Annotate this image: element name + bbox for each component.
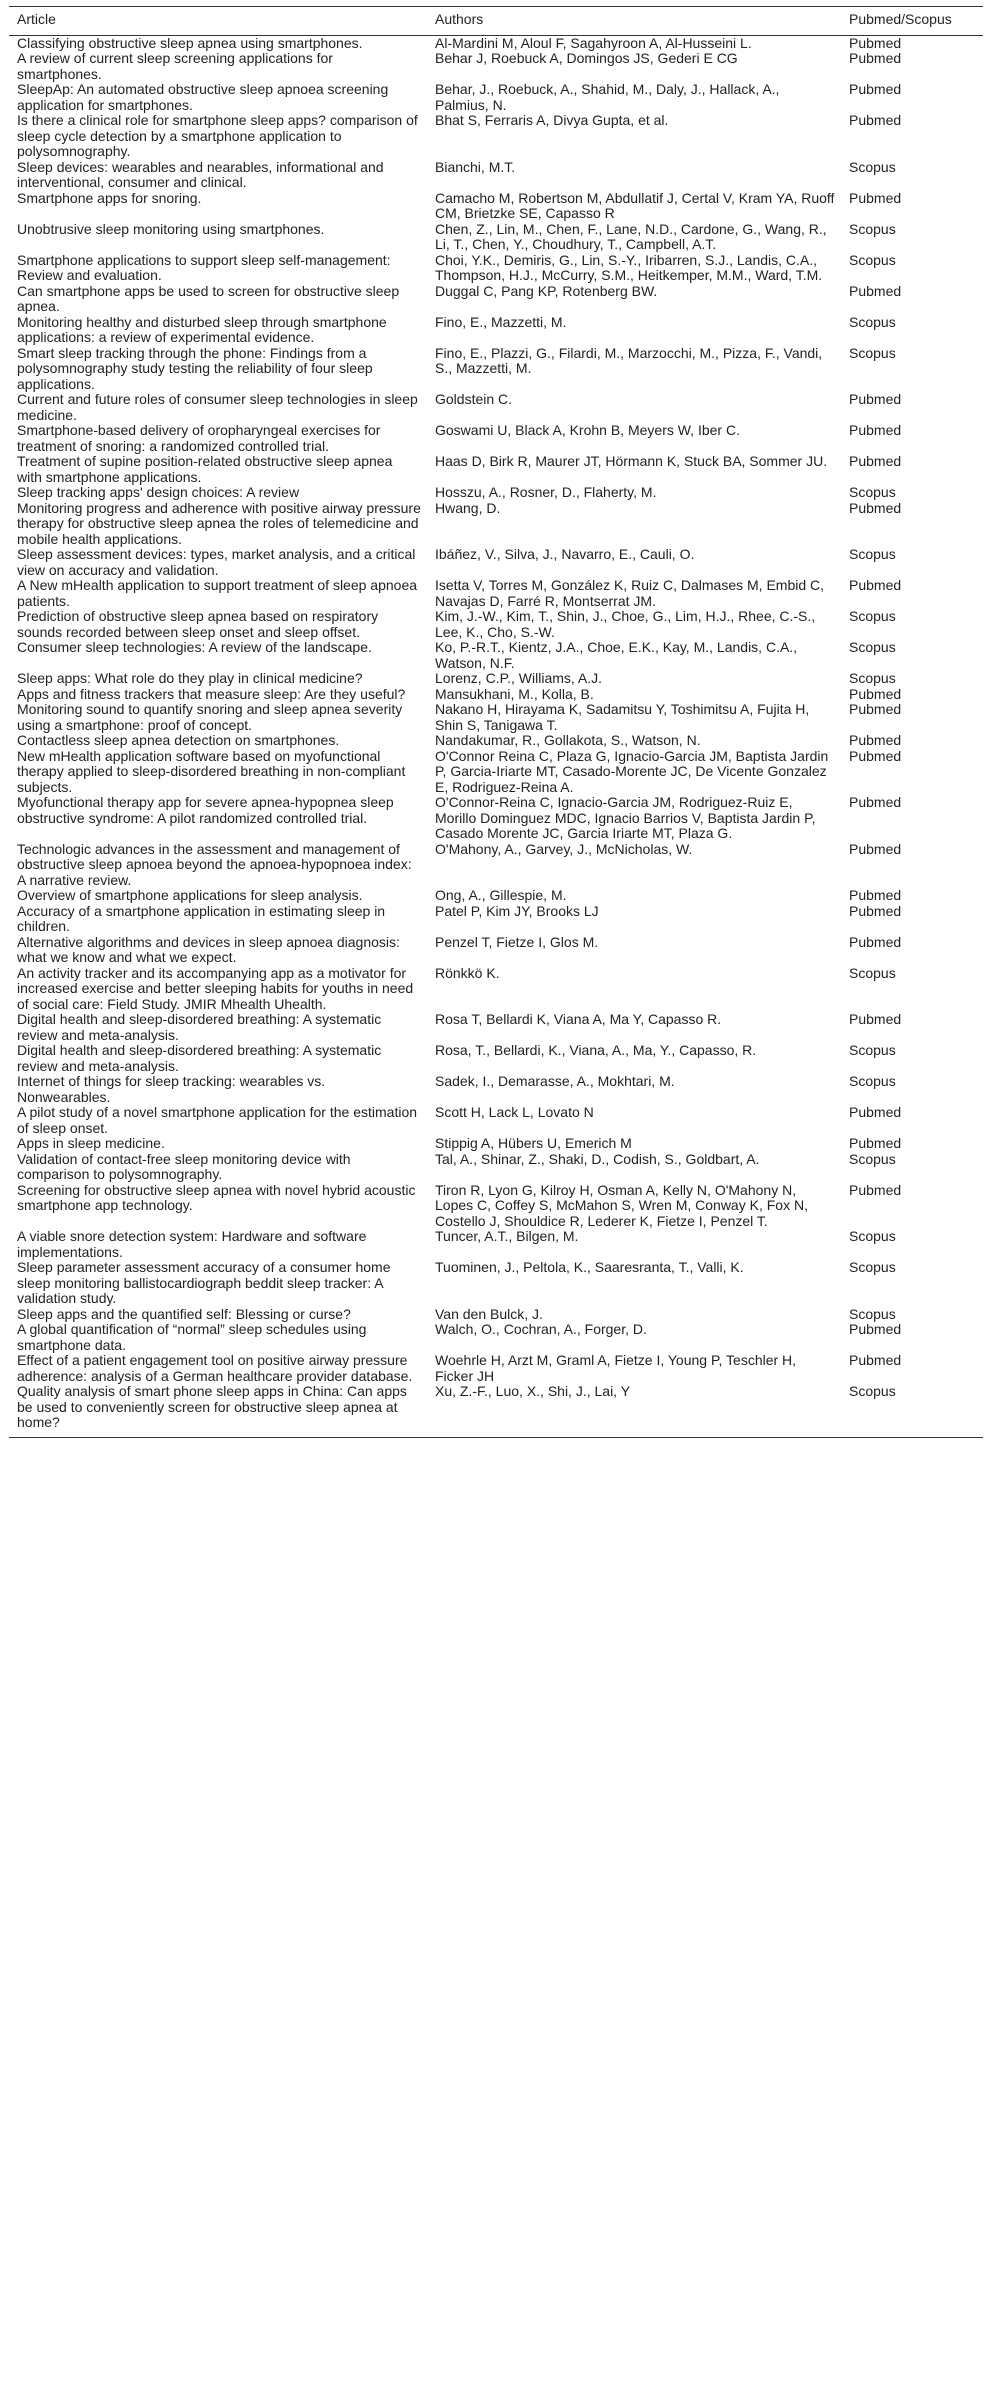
cell-authors: Ibáñez, V., Silva, J., Navarro, E., Cauli, O. [435, 546, 695, 562]
cell-authors: Fino, E., Plazzi, G., Filardi, M., Marzocchi, M., Pizza, F., Vandi, S., Mazzetti, M. [435, 344, 823, 376]
header-row [9, 7, 983, 36]
table-row [9, 1152, 983, 1183]
table-row [9, 1260, 983, 1307]
cell-authors: Duggal C, Pang KP, Rotenberg BW. [435, 282, 658, 299]
cell-article: Sleep apps: What role do they play in clinical medicine? [17, 670, 363, 686]
cell-authors: Al-Mardini M, Aloul F, Sagahyroon A, Al-Husseini L. [435, 34, 752, 51]
cell-source: Pubmed [849, 685, 902, 702]
cell-source: Pubmed [849, 1104, 902, 1120]
cell-source: Pubmed [849, 391, 902, 407]
table-row [9, 904, 983, 935]
cell-article: Prediction of obstructive sleep apnea based on respiratory sounds recorded between sleep onset and sleep offset. [17, 608, 379, 640]
cell-article: Digital health and sleep-disordered breathing: A systematic review and meta-analysis. [17, 1042, 382, 1074]
cell-authors: Penzel T, Fietze I, Glos M. [435, 933, 599, 950]
cell-article: Sleep assessment devices: types, market analysis, and a critical view on accuracy and validation. [17, 546, 416, 578]
cell-source: Scopus [849, 484, 896, 500]
cell-authors: Walch, O., Cochran, A., Forger, D. [435, 1321, 647, 1337]
cell-authors: Mansukhani, M., Kolla, B. [435, 685, 594, 702]
table-row [9, 113, 983, 160]
cell-source: Pubmed [849, 577, 902, 593]
cell-article: Smart sleep tracking through the phone: Findings from a polysomnography study testing the reliability of four sleep applications. [17, 344, 373, 392]
cell-source: Pubmed [849, 453, 902, 469]
cell-article: A pilot study of a novel smartphone application for the estimation of sleep onset. [17, 1104, 418, 1136]
cell-authors: Rönkkö K. [435, 964, 500, 981]
cell-authors: Goldstein C. [435, 391, 513, 407]
cell-source: Pubmed [849, 794, 902, 810]
cell-article: Digital health and sleep-disordered breathing: A systematic review and meta-analysis. [17, 1011, 382, 1043]
cell-authors: Bianchi, M.T. [435, 158, 516, 175]
cell-authors: Ong, A., Gillespie, M. [435, 887, 567, 903]
cell-article: A review of current sleep screening applications for smartphones. [17, 50, 333, 82]
table-row [9, 51, 983, 82]
cell-source: Pubmed [849, 34, 902, 51]
cell-authors: O'Connor-Reina C, Ignacio-Garcia JM, Rodriguez-Ruiz E, Morillo Dominguez MDC, Ignacio Barrios V, Baptista Jardin P, Casado Morente JC, Garcia Iriarte MT, Plaza G. [435, 794, 816, 841]
cell-article: Sleep apps and the quantified self: Blessing or curse? [17, 1305, 351, 1322]
cell-article: Consumer sleep technologies: A review of the landscape. [17, 639, 372, 655]
table-row [9, 1353, 983, 1384]
cell-source: Pubmed [849, 1135, 902, 1151]
table-row [9, 315, 983, 346]
cell-source: Pubmed [849, 112, 902, 128]
cell-authors: Tuominen, J., Peltola, K., Saaresranta, T., Valli, K. [435, 1259, 744, 1275]
cell-article: Contactless sleep apnea detection on smartphones. [17, 732, 340, 748]
cell-source: Pubmed [849, 499, 902, 516]
table-row [9, 346, 983, 393]
cell-article: Effect of a patient engagement tool on positive airway pressure adherence: analysis of a German healthcare provider database. [17, 1352, 413, 1384]
cell-authors: Tiron R, Lyon G, Kilroy H, Osman A, Kelly N, O'Mahony N, Lopes C, Coffey S, McMahon S, Wren M, Conway K, Fox N, Costello J, Shouldice R, Lederer K, Fietze I, Penzel T. [435, 1181, 808, 1229]
cell-article: SleepAp: An automated obstructive sleep apnoea screening application for smartphones. [17, 81, 389, 113]
table-row [9, 1012, 983, 1043]
table-row [9, 35, 983, 51]
cell-authors: Lorenz, C.P., Williams, A.J. [435, 670, 603, 686]
cell-authors: Scott H, Lack L, Lovato N [435, 1104, 594, 1120]
table-row [9, 795, 983, 842]
table-row [9, 687, 983, 703]
cell-article: New mHealth application software based on myofunctional therapy applied to sleep-disordered breathing in non-compliant subjects. [17, 747, 406, 795]
table-row [9, 1307, 983, 1323]
cell-article: Alternative algorithms and devices in sleep apnoea diagnosis: what we know and what we expect. [17, 933, 400, 965]
cell-source: Scopus [841, 1384, 983, 1437]
cell-source: Pubmed [849, 902, 902, 919]
cell-article: A viable snore detection system: Hardware and software implementations. [17, 1228, 367, 1260]
table-row [9, 749, 983, 796]
cell-source: Pubmed [849, 282, 902, 299]
cell-source: Pubmed [849, 747, 902, 764]
cell-article: Monitoring progress and adherence with positive airway pressure therapy for obstructive sleep apnea the roles of telemedicine and mobile health applications. [17, 499, 421, 547]
cell-source: Scopus [849, 639, 896, 655]
cell-authors: Tal, A., Shinar, Z., Shaki, D., Codish, S., Goldbart, A. [435, 1150, 760, 1167]
cell-authors: Rosa, T., Bellardi, K., Viana, A., Ma, Y., Capasso, R. [435, 1042, 757, 1058]
cell-source: Pubmed [849, 1352, 902, 1368]
cell-authors: O'Mahony, A., Garvey, J., McNicholas, W. [435, 840, 693, 857]
cell-source: Pubmed [849, 732, 902, 748]
table-row [9, 1229, 983, 1260]
cell-article: Monitoring sound to quantify snoring and sleep apnea severity using a smartphone: proof of concept. [17, 701, 403, 733]
table-row [9, 485, 983, 501]
cell-authors: Sadek, I., Demarasse, A., Mokhtari, M. [435, 1073, 675, 1089]
cell-article: Current and future roles of consumer sleep technologies in sleep medicine. [17, 391, 418, 423]
cell-source: Scopus [849, 1228, 896, 1244]
table-row [9, 284, 983, 315]
cell-source: Scopus [849, 344, 896, 361]
cell-article: Screening for obstructive sleep apnea with novel hybrid acoustic smartphone app technology. [17, 1181, 416, 1213]
cell-source: Pubmed [849, 50, 902, 66]
cell-source: Scopus [849, 608, 896, 624]
cell-authors: Camacho M, Robertson M, Abdullatif J, Certal V, Kram YA, Ruoff CM, Brietzke SE, Capasso R [435, 189, 835, 221]
cell-source: Scopus [849, 1150, 896, 1167]
cell-source: Pubmed [849, 887, 902, 903]
cell-authors: Kim, J.-W., Kim, T., Shin, J., Choe, G., Lim, H.J., Rhee, C.-S., Lee, K., Cho, S.-W. [435, 608, 816, 640]
table-row [9, 1043, 983, 1074]
cell-authors: Tuncer, A.T., Bilgen, M. [435, 1228, 579, 1244]
table-row [9, 733, 983, 749]
references-table [9, 6, 983, 1438]
table-row [9, 222, 983, 253]
cell-source: Scopus [849, 964, 896, 981]
table-row [9, 253, 983, 284]
table-row [9, 609, 983, 640]
cell-article: Myofunctional therapy app for severe apnea-hypopnea sleep obstructive syndrome: A pilot randomized controlled trial. [17, 794, 394, 826]
cell-authors: Stippig A, Hübers U, Emerich M [435, 1135, 632, 1151]
cell-source: Pubmed [849, 701, 902, 717]
cell-article: Smartphone applications to support sleep self-management: Review and evaluation. [17, 251, 391, 283]
table-row [9, 640, 983, 671]
cell-article: Quality analysis of smart phone sleep apps in China: Can apps be used to conveniently screen for obstructive sleep apnea at home? [9, 1384, 427, 1437]
cell-source: Scopus [849, 313, 896, 330]
cell-article: Technologic advances in the assessment and management of obstructive sleep apnoea beyond the apnoea-hypopnoea index: A narrative review. [17, 840, 412, 888]
cell-article: Internet of things for sleep tracking: wearables vs. Nonwearables. [17, 1073, 326, 1105]
cell-article: Apps in sleep medicine. [17, 1135, 165, 1151]
cell-source: Scopus [849, 251, 896, 268]
cell-source: Scopus [849, 1305, 896, 1322]
cell-source: Scopus [849, 158, 896, 175]
table-row [9, 1105, 983, 1136]
table-row [9, 966, 983, 1013]
cell-article: A global quantification of “normal” sleep schedules using smartphone data. [17, 1321, 367, 1353]
header-authors: Authors [427, 7, 841, 36]
cell-article: Accuracy of a smartphone application in estimating sleep in children. [17, 902, 386, 934]
cell-article: Sleep devices: wearables and nearables, informational and interventional, consumer and clinical. [17, 158, 384, 190]
cell-article: Smartphone-based delivery of oropharyngeal exercises for treatment of snoring: a randomized controlled trial. [17, 422, 381, 454]
table-row [9, 671, 983, 687]
cell-article: Unobtrusive sleep monitoring using smartphones. [17, 220, 325, 237]
cell-authors: Ko, P.-R.T., Kientz, J.A., Choe, E.K., Kay, M., Landis, C.A., Watson, N.F. [435, 639, 798, 671]
cell-source: Pubmed [849, 189, 902, 206]
cell-authors: Patel P, Kim JY, Brooks LJ [435, 902, 599, 919]
table-row [9, 842, 983, 889]
cell-source: Pubmed [849, 81, 902, 97]
table-row [9, 1384, 983, 1437]
cell-article: Classifying obstructive sleep apnea using smartphones. [17, 34, 363, 51]
table-row [9, 1136, 983, 1152]
table-row [9, 702, 983, 733]
table-row [9, 454, 983, 485]
cell-authors: Woehrle H, Arzt M, Graml A, Fietze I, Young P, Teschler H, Ficker JH [435, 1352, 797, 1384]
table-row [9, 888, 983, 904]
table-row [9, 547, 983, 578]
cell-article: Validation of contact-free sleep monitoring device with comparison to polysomnography. [17, 1150, 351, 1182]
cell-article: Can smartphone apps be used to screen for obstructive sleep apnea. [17, 282, 400, 314]
cell-article: Monitoring healthy and disturbed sleep through smartphone applications: a review of experimental evidence. [17, 313, 387, 345]
cell-authors: Hwang, D. [435, 499, 501, 516]
cell-authors: Nakano H, Hirayama K, Sadamitsu Y, Toshimitsu A, Fujita H, Shin S, Tanigawa T. [435, 701, 810, 733]
table-body [9, 35, 983, 1437]
cell-source: Scopus [849, 1042, 896, 1058]
cell-article: Sleep parameter assessment accuracy of a consumer home sleep monitoring ballistocardiograph beddit sleep tracker: A validation study. [17, 1259, 391, 1306]
cell-article: Smartphone apps for snoring. [17, 189, 202, 206]
cell-source: Pubmed [849, 422, 902, 438]
table-row [9, 82, 983, 113]
table-row [9, 392, 983, 423]
cell-authors: Nandakumar, R., Gollakota, S., Watson, N. [435, 732, 701, 748]
cell-authors: Chen, Z., Lin, M., Chen, F., Lane, N.D., Cardone, G., Wang, R., Li, T., Chen, Y., Choudhury, T., Campbell, A.T. [435, 220, 827, 252]
cell-authors: Behar, J., Roebuck, A., Shahid, M., Daly, J., Hallack, A., Palmius, N. [435, 81, 780, 113]
cell-source: Scopus [849, 1073, 896, 1089]
cell-source: Scopus [849, 546, 896, 562]
cell-authors: Behar J, Roebuck A, Domingos JS, Gederi E CG [435, 50, 738, 66]
cell-authors: Bhat S, Ferraris A, Divya Gupta, et al. [435, 112, 669, 128]
cell-source: Pubmed [849, 1321, 902, 1337]
table-row [9, 1074, 983, 1105]
table-row [9, 501, 983, 548]
cell-authors: Choi, Y.K., Demiris, G., Lin, S.-Y., Iribarren, S.J., Landis, C.A., Thompson, H.J., McCurry, S.M., Heitkemper, M.M., Ward, T.M. [435, 251, 823, 283]
cell-article: An activity tracker and its accompanying app as a motivator for increased exercise and better sleeping habits for youths in need of social care: Field Study. JMIR Mhealth Uhealth. [17, 964, 414, 1012]
cell-authors: Hosszu, A., Rosner, D., Flaherty, M. [435, 484, 657, 500]
cell-source: Scopus [849, 670, 896, 686]
cell-authors: Rosa T, Bellardi K, Viana A, Ma Y, Capasso R. [435, 1011, 722, 1027]
table-row [9, 160, 983, 191]
cell-authors: Isetta V, Torres M, González K, Ruiz C, Dalmases M, Embid C, Navajas D, Farré R, Montserrat JM. [435, 577, 825, 609]
table-row [9, 935, 983, 966]
cell-authors: Van den Bulck, J. [435, 1305, 543, 1322]
cell-source: Pubmed [849, 933, 902, 950]
header-article: Article [9, 7, 427, 36]
table-row [9, 1183, 983, 1230]
cell-authors: Xu, Z.-F., Luo, X., Shi, J., Lai, Y [427, 1384, 841, 1437]
cell-article: Is there a clinical role for smartphone sleep apps? comparison of sleep cycle detection by a smartphone application to polysomnography. [17, 112, 418, 159]
cell-source: Scopus [849, 220, 896, 237]
cell-authors: Goswami U, Black A, Krohn B, Meyers W, Iber C. [435, 422, 740, 438]
cell-article: Overview of smartphone applications for sleep analysis. [17, 887, 363, 903]
table-row [9, 191, 983, 222]
cell-article: Treatment of supine position-related obstructive sleep apnea with smartphone applications. [17, 453, 393, 485]
cell-source: Pubmed [849, 840, 902, 857]
cell-article: Apps and fitness trackers that measure sleep: Are they useful? [17, 685, 406, 702]
cell-article: Sleep tracking apps' design choices: A review [17, 484, 300, 500]
cell-authors: Fino, E., Mazzetti, M. [435, 313, 567, 330]
cell-authors: O'Connor Reina C, Plaza G, Ignacio-Garcia JM, Baptista Jardin P, Garcia-Iriarte MT, Casado-Morente JC, De Vicente Gonzalez E, Rodriguez-Reina A. [435, 747, 829, 795]
header-source: Pubmed/Scopus [841, 7, 983, 36]
cell-source: Scopus [849, 1259, 896, 1275]
table-row [9, 423, 983, 454]
cell-article: A New mHealth application to support treatment of sleep apnoea patients. [17, 577, 418, 609]
cell-authors: Haas D, Birk R, Maurer JT, Hörmann K, Stuck BA, Sommer JU. [435, 453, 828, 469]
cell-source: Pubmed [849, 1011, 902, 1027]
table-header [9, 7, 983, 36]
cell-source: Pubmed [849, 1181, 902, 1198]
table-row [9, 578, 983, 609]
table-row [9, 1322, 983, 1353]
